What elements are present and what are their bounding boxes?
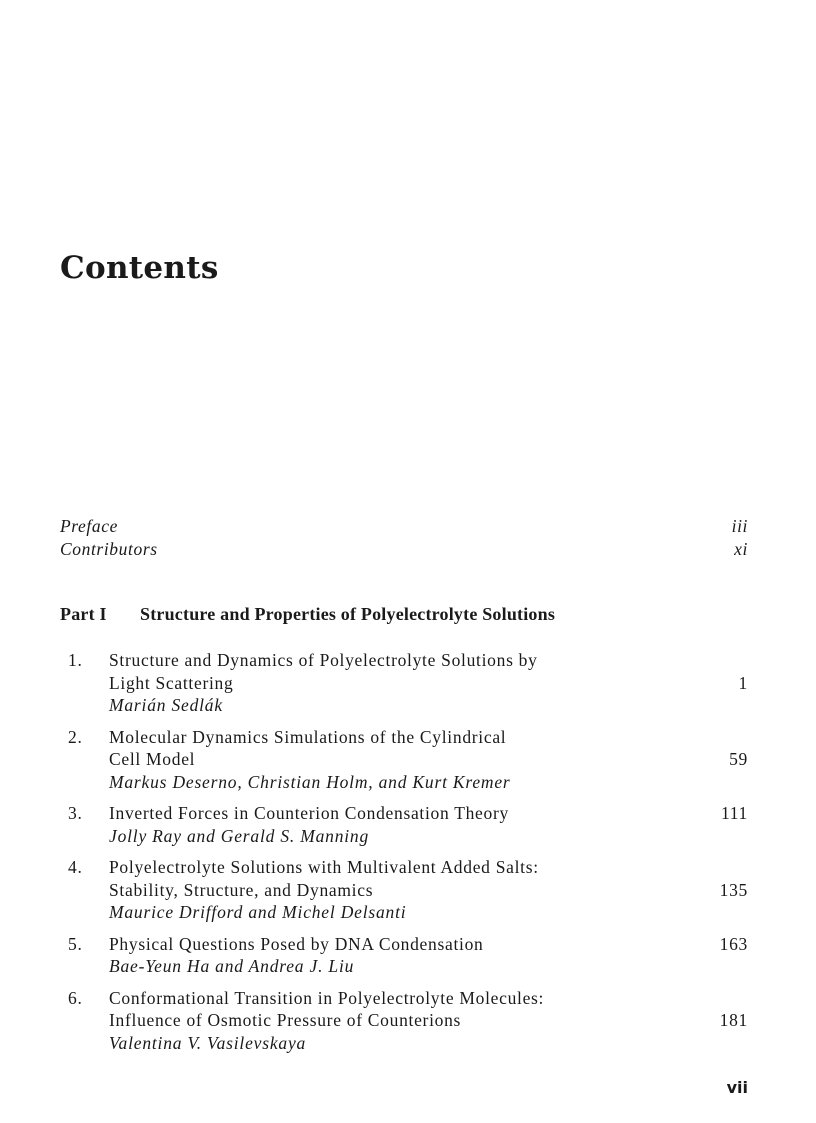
chapter-title: Influence of Osmotic Pressure of Counterions xyxy=(109,1010,462,1030)
chapter-number: 2. xyxy=(68,726,83,747)
front-matter-title: Preface xyxy=(60,516,118,536)
front-matter-page: xi xyxy=(734,539,748,559)
page-number: vii xyxy=(726,1078,748,1097)
chapter-title-line xyxy=(60,879,748,902)
chapter-title: Inverted Forces in Counterion Condensation Theory xyxy=(109,803,509,823)
chapter-entry xyxy=(60,649,748,717)
chapter-authors: Jolly Ray and Gerald S. Manning xyxy=(109,825,370,846)
front-matter-page: iii xyxy=(731,516,748,536)
part-heading xyxy=(60,604,555,625)
chapter-entry xyxy=(60,726,748,794)
chapter-page: 111 xyxy=(720,803,748,823)
chapter-title-line xyxy=(60,856,748,879)
chapter-page: 163 xyxy=(719,933,748,954)
chapter-entry xyxy=(60,987,748,1055)
chapter-page: 59 xyxy=(729,749,748,769)
chapter-entry xyxy=(60,802,748,847)
chapter-page: 181 xyxy=(719,1010,748,1030)
chapter-title: Structure and Dynamics of Polyelectrolyte Solutions by xyxy=(109,650,538,670)
chapter-authors: Valentina V. Vasilevskaya xyxy=(109,1032,307,1053)
chapter-number: 3. xyxy=(68,803,83,823)
chapter-title: Molecular Dynamics Simulations of the Cylindrical xyxy=(109,726,507,747)
chapter-number: 1. xyxy=(68,650,83,670)
chapter-authors: Marián Sedlák xyxy=(109,695,223,715)
chapter-number: 6. xyxy=(68,987,83,1008)
chapter-title-line xyxy=(60,987,748,1010)
chapter-title-line xyxy=(60,649,748,672)
chapter-title-line xyxy=(60,672,748,695)
chapter-title: Polyelectrolyte Solutions with Multivalent Added Salts: xyxy=(109,857,539,877)
chapter-title: Cell Model xyxy=(109,749,196,769)
chapter-authors: Bae-Yeun Ha and Andrea J. Liu xyxy=(109,956,355,976)
chapter-page: 1 xyxy=(738,672,748,693)
chapter-title: Light Scattering xyxy=(109,672,234,693)
chapter-title-line xyxy=(60,726,748,749)
chapter-authors: Maurice Drifford and Michel Delsanti xyxy=(109,902,407,922)
chapter-number: 4. xyxy=(68,857,83,877)
chapter-title: Conformational Transition in Polyelectrolyte Molecules: xyxy=(109,987,545,1008)
chapter-authors: Markus Deserno, Christian Holm, and Kurt Kremer xyxy=(109,771,511,792)
chapter-list xyxy=(60,649,748,1063)
chapter-title-line xyxy=(60,933,748,956)
chapter-entry xyxy=(60,933,748,978)
front-matter-entry xyxy=(60,538,748,561)
chapter-title: Physical Questions Posed by DNA Condensation xyxy=(109,933,484,954)
chapter-title-line xyxy=(60,1009,748,1032)
chapter-title-line xyxy=(60,748,748,771)
chapter-page: 135 xyxy=(719,879,748,900)
front-matter-entry xyxy=(60,515,748,538)
chapter-title-line xyxy=(60,802,748,825)
chapter-title: Stability, Structure, and Dynamics xyxy=(109,879,374,900)
part-number: Part I xyxy=(60,604,107,624)
front-matter-list xyxy=(60,515,748,561)
page-title: Contents xyxy=(60,250,219,286)
part-title: Structure and Properties of Polyelectrolyte Solutions xyxy=(140,604,556,624)
chapter-entry xyxy=(60,856,748,924)
chapter-number: 5. xyxy=(68,933,83,954)
front-matter-title: Contributors xyxy=(60,539,158,559)
